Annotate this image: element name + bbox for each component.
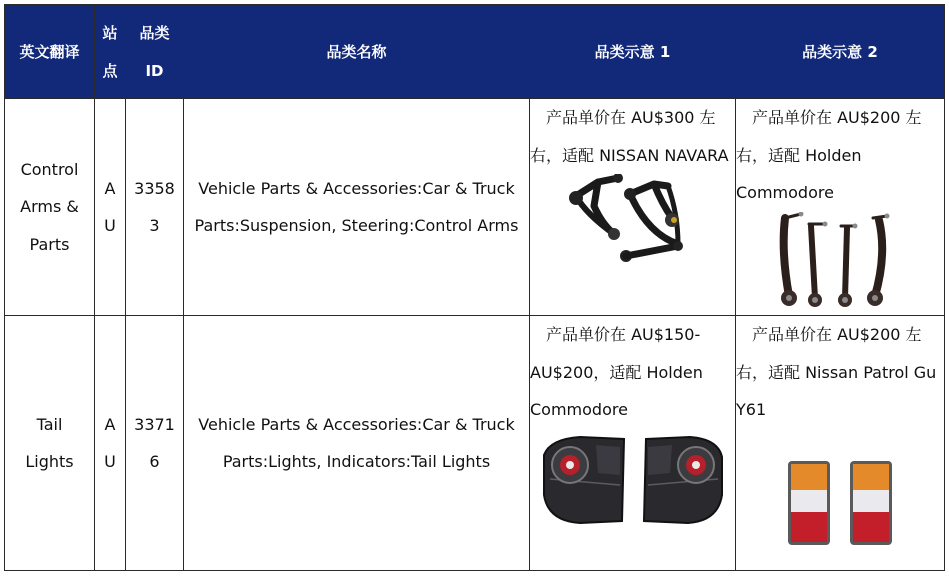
cell-category-id: 33583 bbox=[126, 99, 184, 316]
header-category-id: 品类ID bbox=[126, 5, 184, 99]
cell-category-name: Vehicle Parts & Accessories:Car & Truck Parts:Suspension, Steering:Control Arms bbox=[184, 99, 530, 316]
category-table bbox=[4, 4, 945, 571]
table-row bbox=[5, 316, 945, 571]
cell-category-name: Vehicle Parts & Accessories:Car & Truck Parts:Lights, Indicators:Tail Lights bbox=[184, 316, 530, 571]
header-sample-1: 品类示意 1 bbox=[530, 5, 736, 99]
header-category-name: 品类名称 bbox=[184, 5, 530, 99]
table-row bbox=[5, 99, 945, 316]
sample-1-description: 产品单价在 AU$300 左右，适配 NISSAN NAVARA bbox=[530, 108, 729, 165]
cell-site: AU bbox=[95, 99, 126, 316]
control-arm-set-image bbox=[775, 212, 905, 308]
header-english: 英文翻译 bbox=[5, 5, 95, 99]
cell-sample-1 bbox=[530, 316, 736, 571]
amber-red-tail-lights-image bbox=[784, 459, 896, 549]
sample-1-description: 产品单价在 AU$150-AU$200，适配 Holden Commodore bbox=[530, 325, 703, 419]
header-site: 站点 bbox=[95, 5, 126, 99]
cell-english: Tail Lights bbox=[5, 316, 95, 571]
sample-2-description: 产品单价在 AU$200 左右，适配 Holden Commodore bbox=[736, 108, 922, 202]
cell-category-id: 33716 bbox=[126, 316, 184, 571]
header-sample-2: 品类示意 2 bbox=[736, 5, 945, 99]
sample-2-description: 产品单价在 AU$200 左右，适配 Nissan Patrol Gu Y61 bbox=[736, 325, 937, 419]
cell-sample-2 bbox=[736, 99, 945, 316]
cell-english: Control Arms & Parts bbox=[5, 99, 95, 316]
header-row bbox=[5, 5, 945, 99]
cell-sample-2 bbox=[736, 316, 945, 571]
cell-site: AU bbox=[95, 316, 126, 571]
smoked-tail-lights-image bbox=[540, 435, 726, 527]
control-arms-image bbox=[568, 174, 698, 266]
cell-sample-1 bbox=[530, 99, 736, 316]
